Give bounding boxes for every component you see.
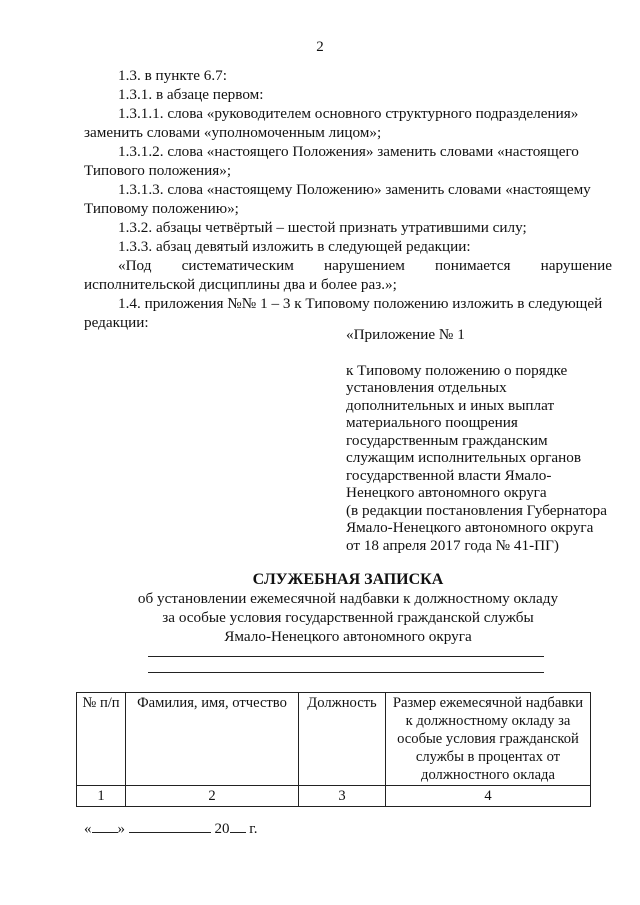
quote-line2: исполнительской дисциплины два и более раз.»;: [84, 276, 397, 293]
appendix-heading: [346, 326, 616, 554]
page-number: 2: [316, 39, 324, 55]
item-1-3-1-3-line2: Типовому положению»;: [84, 200, 239, 217]
quote-word: систематическим: [181, 257, 294, 274]
date-open-quote: «: [84, 821, 92, 837]
memo-subtitle-line: об установлении ежемесячной надбавки к должностному окладу: [137, 590, 559, 607]
appendix-line: (в редакции постановления Губернатора: [346, 501, 607, 519]
appendix-line: служащим исполнительных органов: [346, 449, 582, 466]
header-cell: Размер ежемесячной надбавки к должностному окладу за особые условия гражданской службы в процентах от должностного оклада: [386, 693, 591, 786]
appendix-line: материального поощрения: [346, 414, 518, 431]
item-1-3-1-1-line1: [84, 104, 612, 123]
quote-line1: [84, 256, 612, 275]
year-prefix: 20: [214, 821, 230, 837]
item-1-3-1-1-line2: заменить словами «уполномоченным лицом»;: [84, 124, 382, 141]
fill-in-line[interactable]: [148, 656, 544, 657]
item-1-4-line1: 1.4. приложения №№ 1 – 3 к Типовому положению изложить в следующей: [118, 295, 603, 312]
date-line: [84, 818, 257, 839]
item-1-3-1-2-line2: Типового положения»;: [84, 162, 232, 179]
appendix-line: дополнительных и иных выплат: [346, 396, 555, 414]
fill-in-line[interactable]: [148, 672, 544, 673]
appendix-line: установления отдельных: [346, 379, 507, 396]
appendix-line: государственной власти Ямало-: [346, 466, 552, 484]
appendix-line: Ненецкого автономного округа: [346, 484, 547, 501]
memo-heading: [84, 570, 612, 646]
quote-word: понимается: [435, 257, 511, 274]
number-cell: 2: [126, 786, 299, 807]
date-close-quote: »: [117, 821, 125, 837]
item-1-3-1-3-line1: 1.3.1.3. слова «настоящему Положению» заменить словами «настоящему: [118, 181, 591, 198]
item-1-4-line2: редакции:: [84, 314, 149, 331]
memo-table: [76, 692, 591, 807]
item-1-3-1: 1.3.1. в абзаце первом:: [118, 86, 264, 103]
appendix-line: от 18 апреля 2017 года № 41-ПГ): [346, 536, 559, 554]
day-field[interactable]: [92, 818, 118, 833]
appendix-line: государственным гражданским: [346, 431, 548, 449]
quote-word: нарушением: [323, 257, 405, 274]
memo-subtitle-line: за особые условия государственной гражданской службы: [162, 609, 534, 626]
appendix-line: Ямало-Ненецкого автономного округа: [346, 519, 594, 536]
table-number-row: [77, 786, 591, 807]
quote-word: нарушение: [540, 257, 612, 274]
year-suffix: г.: [249, 821, 258, 837]
appendix-title: «Приложение № 1: [346, 326, 465, 343]
memo-subtitle-line: Ямало-Ненецкого автономного округа: [224, 628, 472, 645]
header-cell: Должность: [299, 693, 386, 786]
amendment-text: [84, 66, 612, 332]
item-1-3-2: 1.3.2. абзацы четвёртый – шестой признать утратившими силу;: [118, 219, 527, 236]
header-cell: Фамилия, имя, отчество: [126, 693, 299, 786]
number-cell: 3: [299, 786, 386, 807]
table-header-row: [77, 693, 591, 786]
appendix-line: к Типовому положению о порядке: [346, 361, 568, 379]
header-cell: № п/п: [77, 693, 126, 786]
month-field[interactable]: [129, 818, 211, 833]
number-cell: 4: [386, 786, 591, 807]
memo-title: СЛУЖЕБНАЯ ЗАПИСКА: [252, 571, 444, 588]
item-1-3: 1.3. в пункте 6.7:: [118, 67, 227, 84]
year-field[interactable]: [230, 818, 246, 833]
quote-word: «Под: [118, 257, 152, 274]
number-cell: 1: [77, 786, 126, 807]
item-1-3-1-1-text: 1.3.1.1. слова «руководителем основного структурного подразделения»: [118, 105, 579, 122]
item-1-3-1-2-line1: 1.3.1.2. слова «настоящего Положения» заменить словами «настоящего: [118, 143, 579, 160]
item-1-3-3: 1.3.3. абзац девятый изложить в следующей редакции:: [118, 238, 471, 255]
